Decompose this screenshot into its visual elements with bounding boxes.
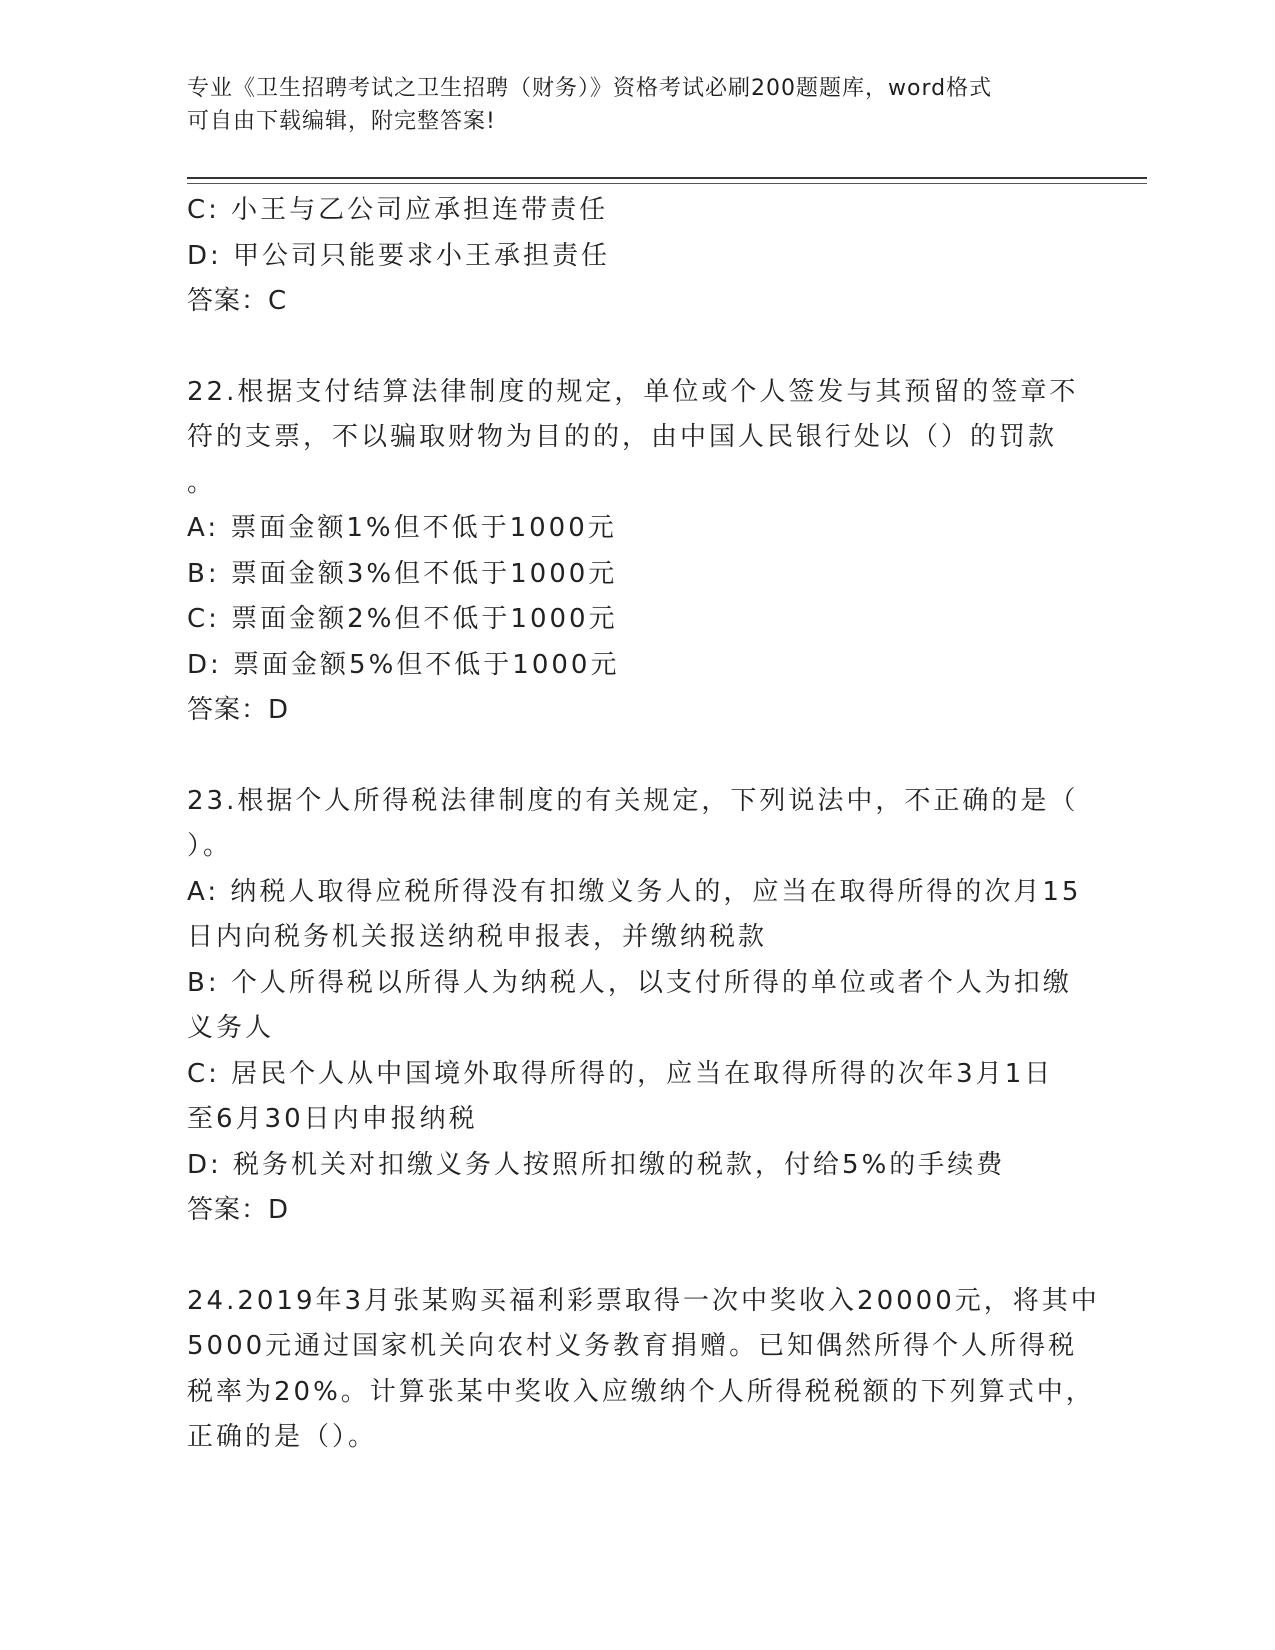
question-21-remainder	[187, 188, 1077, 325]
question-23	[187, 779, 1082, 1234]
spacer	[187, 1234, 1077, 1279]
spacer	[187, 325, 1077, 370]
question-stem-line: 。	[187, 467, 217, 498]
question-stem-line: 24.2019年3月张某购买福利彩票取得一次中奖收入20000元，将其中	[187, 1285, 1100, 1316]
option-d: D: 票面金额5%但不低于1000元	[187, 649, 620, 680]
answer-line: 答案：D	[187, 695, 290, 725]
option-b: B: 个人所得税以所得人为纳税人，以支付所得的单位或者个人为扣缴	[187, 967, 1072, 998]
header-line: 专业《卫生招聘考试之卫生招聘（财务）》资格考试必刷200题题库，word格式	[187, 76, 993, 101]
question-stem-line: 23.根据个人所得税法律制度的有关规定，下列说法中，不正确的是（	[187, 785, 1079, 816]
question-stem-line: 税率为20%。计算张某中奖收入应缴纳个人所得税税额的下列算式中，	[187, 1376, 1095, 1407]
option-a-continued: 日内向税务机关报送纳税申报表，并缴纳税款	[187, 922, 768, 952]
question-stem-line: 22.根据支付结算法律制度的规定，单位或个人签发与其预留的签章不	[187, 376, 1079, 407]
spacer	[187, 734, 1077, 779]
option-a: A: 纳税人取得应税所得没有扣缴义务人的，应当在取得所得的次月15	[187, 876, 1082, 907]
question-24	[187, 1279, 1100, 1461]
document-body	[187, 188, 1100, 1461]
header-line: 可自由下载编辑，附完整答案!	[187, 109, 496, 134]
question-stem-line: ）。	[187, 831, 233, 861]
question-stem-line: 符的支票，不以骗取财物为目的的，由中国人民银行处以（）的罚款	[187, 422, 1058, 452]
option-c-continued: 至6月30日内申报纳税	[187, 1104, 478, 1134]
option-d: D: 税务机关对扣缴义务人按照所扣缴的税款，付给5%的手续费	[187, 1149, 1006, 1180]
option-c: C: 小王与乙公司应承担连带责任	[187, 195, 609, 225]
answer-line: 答案：D	[187, 1195, 290, 1225]
option-b-continued: 义务人	[187, 1013, 275, 1043]
question-22	[187, 370, 1077, 734]
option-c: C: 居民个人从中国境外取得所得的，应当在取得所得的次年3月1日	[187, 1058, 1054, 1089]
question-stem-line: 正确的是（）。	[187, 1422, 378, 1452]
header-divider-thick	[187, 177, 1147, 179]
option-b: B: 票面金额3%但不低于1000元	[187, 558, 618, 589]
answer-line: 答案：C	[187, 286, 288, 316]
question-stem-line: 5000元通过国家机关向农村义务教育捐赠。已知偶然所得个人所得税	[187, 1331, 1078, 1361]
document-header	[187, 72, 1087, 138]
option-a: A: 票面金额1%但不低于1000元	[187, 513, 617, 543]
option-c: C: 票面金额2%但不低于1000元	[187, 604, 618, 634]
header-divider-thin	[187, 183, 1147, 184]
option-d: D: 甲公司只能要求小王承担责任	[187, 240, 611, 271]
